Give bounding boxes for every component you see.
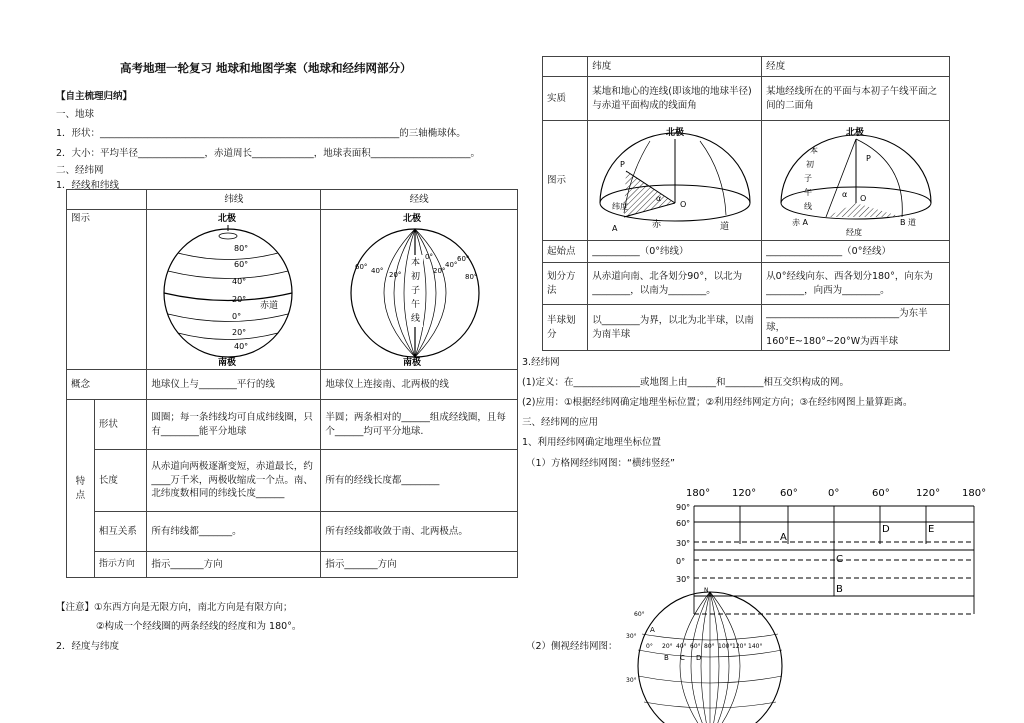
t2-lat-dao: 道 [719,221,729,232]
grid-left-60: 60° [676,519,691,528]
side-label-140: 140° [748,643,763,650]
side-n-label: N [704,587,709,594]
heading-lat-lon-degree: 2．经度与纬度 [56,641,120,652]
side-label-60: 60° [634,611,645,618]
fig-lon-south-label: 南极 [403,357,422,368]
lon-tick-5: 20° [433,266,446,275]
side-label-120: 120° [732,643,747,650]
t2-row-figure: 图示 [543,121,588,241]
lon-tick-6: 40° [445,260,458,269]
grid-top-180w: 180° [686,488,711,499]
heading-lines: 1．经线和纬线 [56,180,120,191]
application-1: 1、利用经纬网确定地理坐标位置 [522,437,662,448]
side-label-40: 40° [676,643,687,650]
t2-lon-prime-5: 线 [803,201,812,211]
row-start: 起始点 [543,241,588,263]
longitude-angle-svg [766,123,946,239]
longitude-globe-svg [333,211,505,369]
t2-lon-p: P [865,153,871,163]
grid-left-30: 30° [676,539,691,548]
length-lon: 所有的经线长度都________ [321,450,518,512]
t2-header-lat: 纬度 [588,57,762,77]
grid-left-90: 90° [676,503,691,512]
t2-lon-prime-4: 午 [803,187,812,197]
fig-equator-label: 赤道 [259,300,278,311]
row-hemisphere: 半球划分 [543,305,588,351]
grid-top-180e: 180° [962,488,987,499]
t2-header-lon: 经度 [762,57,950,77]
tick-s20: 20° [231,327,247,337]
prime-char-3: 子 [411,285,421,296]
grid-point-c: C [836,554,843,565]
side-point-c: C [680,654,685,662]
fig-lon-north-label: 北极 [403,213,422,224]
heading-grid: 二、经纬网 [56,165,104,176]
t2-lat-alpha: α [655,193,661,203]
row-figure: 图示 [67,210,147,370]
grid-point-a: A [780,532,787,543]
t2-lon-north: 北极 [845,127,864,138]
grid-top-60w: 60° [780,488,798,499]
grid-point-e: E [928,524,935,535]
tick-0: 0° [231,311,241,321]
lon-tick-7: 60° [457,254,470,263]
lon-tick-1: 60° [355,262,368,271]
lon-tick-3: 20° [389,270,402,279]
hemi-lat: 以________为界，以北为北半球，以南为南半球 [588,305,762,351]
dir-lon: 指示_______方向 [321,552,518,578]
note-2: ②构成一个经线圈的两条经线的经度和为 180°。 [96,621,302,632]
t2-lon-label: 经度 [845,227,862,237]
method-lat: 从赤道向南、北各划分90°，以北为________，以南为________。 [588,263,762,305]
t2-lat-chi: 赤 [651,219,661,230]
side-label-s30: 30° [626,677,637,684]
row-length: 长度 [94,450,147,512]
fig-north-label: 北极 [217,213,236,224]
tick-20: 20° [231,294,247,304]
row-relation: 相互关系 [94,512,147,552]
hemi-lon-2: 160°E~180°~20°W为西半球 [766,335,899,347]
grid-application: (2)应用：①根据经纬网确定地理坐标位置；②利用经纬网定方向；③在经纬网图上量算距离。 [522,397,913,408]
page-title: 高考地理一轮复习 地球和地图学案（地球和经纬网部分） [120,61,412,75]
concept-lat: 地球仪上与________平行的线 [147,370,321,400]
grid-left-s30: 30° [676,575,691,584]
prime-char-5: 线 [411,313,421,324]
row-essence: 实质 [543,77,588,121]
latitude-angle-figure [588,121,762,241]
essence-lat: 某地和地心的连线(即该地的地球半径)与赤道平面构成的线面角 [588,77,762,121]
row-method: 划分方法 [543,263,588,305]
latitude-globe-figure [147,210,321,370]
length-lat: 从赤道向两极逐渐变短，赤道最长，约____万千米，两极收缩成一个点。南、北纬度数相同的纬线长度______ [147,450,321,512]
side-caption: （2）侧视经纬网图： [526,641,618,652]
side-label-30: 30° [626,633,637,640]
lon-tick-2: 40° [371,266,384,275]
earth-shape: 1．形状：_______________________________________________________________的三轴椭球体。 [56,128,466,139]
t2-lat-o: O [679,199,687,209]
row-feature: 特点 [67,400,95,578]
side-point-d: D [696,654,702,662]
t2-lat-label: 纬度 [611,201,628,211]
t2-lon-prime-1: 本 [809,145,818,155]
tick-80: 80° [233,243,249,253]
longitude-angle-figure [762,121,950,241]
latitude-angle-svg [590,123,760,239]
grid-point-b: B [836,584,843,595]
latitude-globe-svg [148,211,320,369]
prime-char-1: 本 [411,257,421,268]
header-lat: 纬线 [147,190,321,210]
lon-tick-8: 80° [465,272,478,281]
relation-lat: 所有纬线都_______。 [147,512,321,552]
heading-earth: 一、地球 [56,109,95,120]
essence-lon: 某地经线所在的平面与本初子午线平面之间的二面角 [762,77,950,121]
grid-caption: （1）方格网经纬网图：“横纬竖经” [526,458,675,469]
t2-lon-prime-2: 初 [805,159,814,169]
fig-south-label: 南极 [217,357,236,368]
tick-60: 60° [233,259,249,269]
tick-s40: 40° [233,341,249,351]
lon-tick-4: 0° [425,252,434,261]
hemi-lon-1: ____________________________为东半球， [766,308,928,333]
t2-lat-north: 北极 [665,127,684,138]
grid-point-d: D [882,524,890,535]
grid-top-120e: 120° [916,488,941,499]
t2-lon-o: O [859,193,866,203]
start-lat: __________（0°纬线） [588,241,762,263]
grid-left-0: 0° [676,557,686,566]
side-label-80: 80° [704,643,715,650]
longitude-globe-figure [321,210,518,370]
method-lon: 从0°经线向东、西各划分180°，向东为________，向西为________。 [762,263,950,305]
side-view-globe-figure [620,586,790,723]
side-label-100: 100° [718,643,733,650]
grid-top-120w: 120° [732,488,757,499]
grid-top-0: 0° [828,488,840,499]
dir-lat: 指示_______方向 [147,552,321,578]
header-lon: 经线 [321,190,518,210]
t2-lon-prime-3: 子 [803,173,812,183]
t2-lat-a: A [611,223,618,233]
t2-lon-a: 赤 A [791,217,808,227]
lat-lon-lines-table [66,189,518,578]
t2-lat-p: P [619,159,625,169]
heading-application: 三、经纬网的应用 [522,417,599,428]
hemi-lon [762,305,950,351]
side-label-20: 20° [662,643,673,650]
side-point-b: B [664,654,669,662]
note-1: 【注意】①东西方向是无限方向，南北方向是有限方向； [56,602,293,613]
t2-lon-b: B 道 [899,217,916,227]
start-lon: ________________（0°经线） [762,241,950,263]
heading-grid-3: 3.经纬网 [522,357,560,368]
t2-lon-alpha: α [841,189,847,199]
grid-top-60e: 60° [872,488,890,499]
side-point-a: A [650,626,655,634]
grid-definition: (1)定义：在______________或地图上由______和________相互交织构成的网。 [522,377,849,388]
row-shape: 形状 [94,400,147,450]
tick-40: 40° [231,276,247,286]
side-label-0: 0° [646,643,653,650]
side-label-60b: 60° [690,643,701,650]
concept-lon: 地球仪上连接南、北两极的线 [321,370,518,400]
row-concept: 概念 [67,370,147,400]
prime-char-2: 初 [411,271,421,282]
row-direction: 指示方向 [94,552,147,578]
prime-char-4: 午 [411,299,421,310]
shape-lat: 圆圈；每一条纬线均可自成纬线圈，只有________能平分地球 [147,400,321,450]
section-tag: 【自主梳理归纳】 [56,91,133,102]
earth-size: 2．大小：平均半径______________，赤道周长_____________，地球表面积_____________________。 [56,148,481,159]
relation-lon: 所有经线都收敛于南、北两极点。 [321,512,518,552]
latitude-longitude-table [542,56,950,351]
shape-lon: 半圆；两条相对的______组成经线圈，且每个______均可平分地球. [321,400,518,450]
